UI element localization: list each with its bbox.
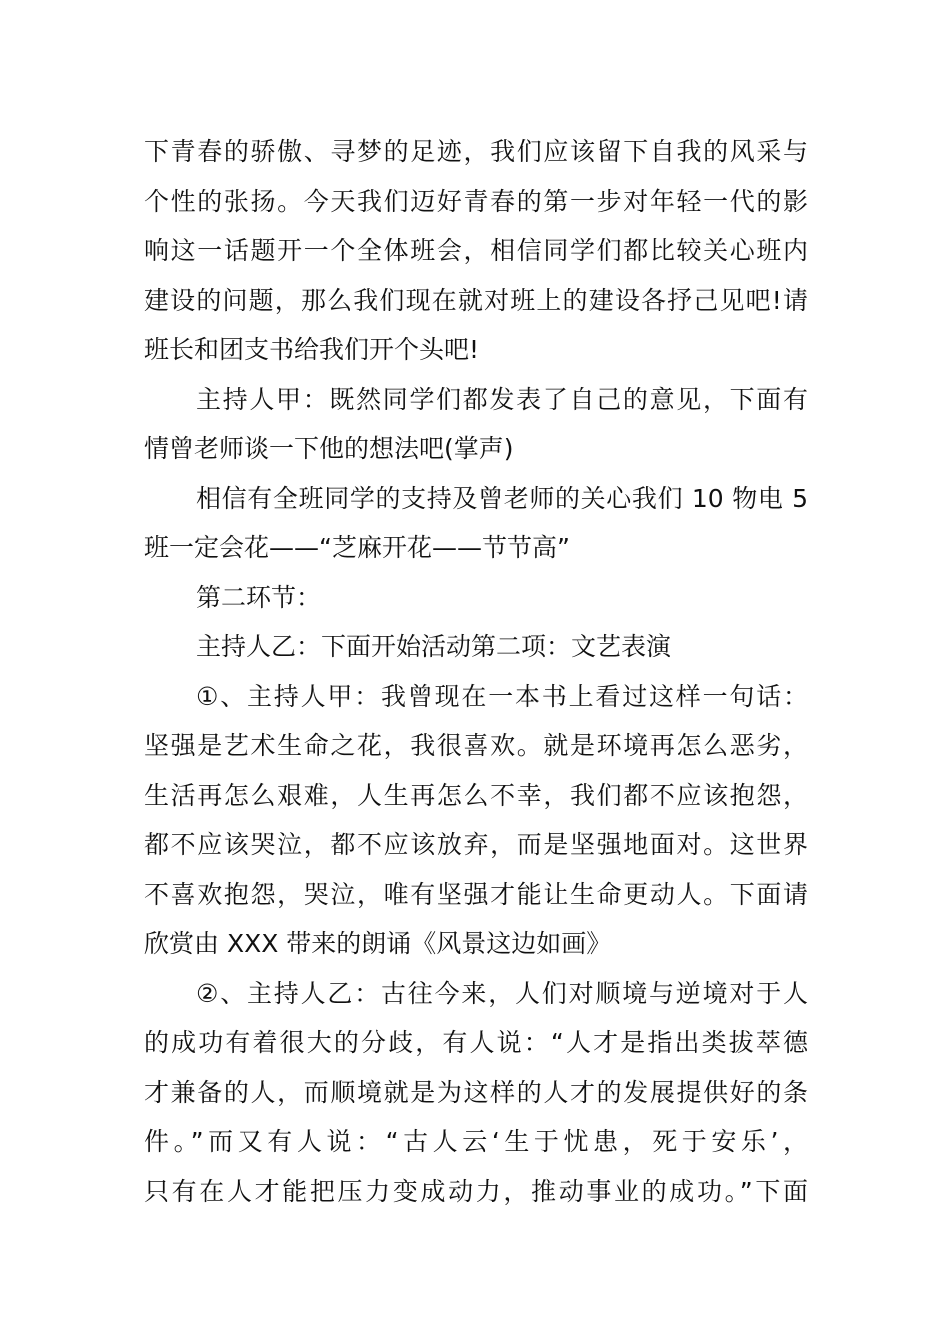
text-line-20: 才兼备的人，而顺境就是为这样的人才的发展提供好的条 xyxy=(144,1077,808,1107)
body-text xyxy=(144,127,808,1216)
text-line-13: 坚强是艺术生命之花，我很喜欢。就是环境再怎么恶劣， xyxy=(144,731,808,760)
text-line-14: 生活再怎么艰难，人生再怎么不幸，我们都不应该抱怨， xyxy=(144,780,808,810)
text-line-6: 主持人甲：既然同学们都发表了自己的意见，下面有 xyxy=(196,384,808,414)
text-line-3: 响这一话题开一个全体班会，相信同学们都比较关心班内 xyxy=(144,236,808,265)
text-line-1: 下青春的骄傲、寻梦的足迹，我们应该留下自我的风采与 xyxy=(144,137,808,166)
text-line-15: 都不应该哭泣，都不应该放弃，而是坚强地面对。这世界 xyxy=(144,830,808,859)
text-line-7: 情曾老师谈一下他的想法吧(掌声) xyxy=(144,434,514,463)
text-line-21: 件。”而又有人说：“古人云‘生于忧患，死于安乐’， xyxy=(144,1127,808,1156)
text-line-4: 建设的问题，那么我们现在就对班上的建设各抒己见吧!请 xyxy=(144,285,808,315)
text-line-18: ②、主持人乙：古往今来，人们对顺境与逆境对于人 xyxy=(196,978,808,1008)
text-line-10: 第二环节： xyxy=(196,582,322,612)
text-line-12: ①、主持人甲：我曾现在一本书上看过这样一句话： xyxy=(196,681,808,711)
text-line-2: 个性的张扬。今天我们迈好青春的第一步对年轻一代的影 xyxy=(144,186,808,216)
text-line-16: 不喜欢抱怨，哭泣，唯有坚强才能让生命更动人。下面请 xyxy=(144,879,808,909)
text-line-11: 主持人乙：下面开始活动第二项：文艺表演 xyxy=(196,632,672,661)
text-line-17: 欣赏由 XXX 带来的朗诵《风景这边如画》 xyxy=(144,929,612,958)
text-line-8: 相信有全班同学的支持及曾老师的关心我们 10 物电 5 xyxy=(196,483,808,513)
text-line-5: 班长和团支书给我们开个头吧! xyxy=(144,335,480,364)
text-line-22: 只有在人才能把压力变成动力，推动事业的成功。”下面 xyxy=(144,1176,808,1206)
text-line-9: 班一定会花——“芝麻开花——节节高” xyxy=(144,533,570,562)
text-line-19: 的成功有着很大的分歧，有人说：“人才是指出类拔萃德 xyxy=(144,1028,808,1057)
